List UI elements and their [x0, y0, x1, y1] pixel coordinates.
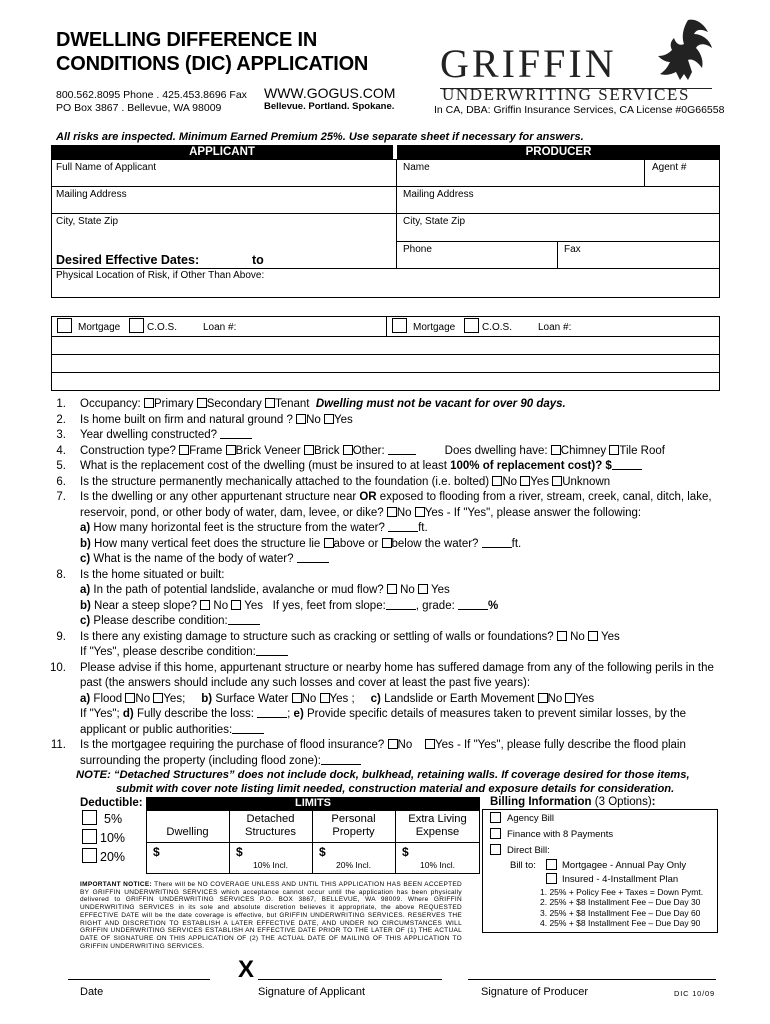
- divider: [386, 316, 387, 336]
- mortgage-label-1: Mortgage: [78, 322, 121, 333]
- q10-flood-yes-checkbox[interactable]: [153, 693, 163, 703]
- mortgage-label-2: Mortgage: [413, 322, 456, 333]
- divider: [51, 354, 720, 355]
- license-text: In CA, DBA: Griffin Insurance Services, CA License #0G66558: [434, 104, 725, 116]
- q5-cost-field[interactable]: [612, 459, 642, 470]
- q8-text-b: b) Near a steep slope? No Yes If yes, feet from slope: , grade: %: [80, 600, 499, 612]
- q7-horizontal-field[interactable]: [388, 521, 418, 532]
- applicant-header: APPLICANT: [51, 145, 393, 159]
- q6-number: 6.: [56, 476, 66, 488]
- agency-bill-checkbox[interactable]: [490, 812, 501, 823]
- website-block: WWW.GOGUS.COM Bellevue. Portland. Spokane.: [264, 85, 396, 112]
- q7-below-checkbox[interactable]: [382, 538, 392, 548]
- q8-grade-field[interactable]: [458, 599, 488, 610]
- divider: [51, 372, 720, 373]
- limits-detached: Detached Structures: [245, 813, 296, 838]
- risk-note: All risks are inspected. Minimum Earned Premium 25%. Use separate sheet if necessary for answers.: [56, 131, 584, 143]
- full-name-label: Full Name of Applicant: [56, 162, 157, 173]
- q4-tile-roof-checkbox[interactable]: [609, 445, 619, 455]
- effective-to-label: to: [252, 253, 264, 267]
- q2-number: 2.: [56, 414, 66, 426]
- note-line-2: submit with cover note listing limit needed, construction material and exposure details for consideration.: [116, 783, 675, 795]
- q10-measures-field[interactable]: [232, 723, 264, 734]
- q10-number: 10.: [50, 662, 66, 674]
- q10-surface-no-checkbox[interactable]: [292, 693, 302, 703]
- q11-number: 11.: [50, 739, 66, 751]
- q11-yes-checkbox[interactable]: [425, 739, 435, 749]
- q8-feet-field[interactable]: [386, 599, 416, 610]
- divider: [51, 268, 720, 269]
- installment-4: 4. 25% + $8 Installment Fee – Due Day 90: [540, 917, 701, 928]
- q8b-yes-checkbox[interactable]: [231, 600, 241, 610]
- form-number: DIC 10/09: [674, 989, 715, 998]
- mortgagee-checkbox[interactable]: [546, 859, 557, 870]
- insured-checkbox[interactable]: [546, 873, 557, 884]
- q9-text: Is there any existing damage to structure such as cracking or settling of walls or foundations? No Yes: [80, 631, 620, 643]
- q4-text: Construction type? Frame Brick Veneer Brick Other: Does dwelling have: Chimney Tile Roof: [80, 445, 665, 457]
- q7-above-checkbox[interactable]: [324, 538, 334, 548]
- personal-dollar[interactable]: $: [319, 845, 326, 859]
- loan-label-2: Loan #:: [538, 322, 572, 333]
- q8-text-a: a) In the path of potential landslide, avalanche or mud flow? No Yes: [80, 584, 450, 596]
- q3-text: Year dwelling constructed?: [80, 428, 252, 444]
- q9-number: 9.: [56, 631, 66, 643]
- q6-yes-checkbox[interactable]: [520, 476, 530, 486]
- cos-label-1: C.O.S.: [147, 322, 178, 333]
- divider: [51, 213, 720, 214]
- installment-2: 2. 25% + $8 Installment Fee – Due Day 30: [540, 897, 701, 908]
- applicant-signature-line[interactable]: [258, 979, 442, 980]
- physical-location-label: Physical Location of Risk, if Other Than Above:: [56, 270, 265, 281]
- deductible-label: Deductible:: [80, 797, 143, 809]
- q9-yes-checkbox[interactable]: [588, 631, 598, 641]
- q5-text: What is the replacement cost of the dwelling (must be insured to at least 100% of replacement cost)? $: [80, 459, 642, 475]
- producer-city-label: City, State Zip: [403, 216, 466, 227]
- q8-text: Is the home situated or built:: [80, 569, 225, 581]
- q7-text-a: a) How many horizontal feet is the structure from the water? ft.: [80, 522, 428, 534]
- q10-landslide-yes-checkbox[interactable]: [565, 693, 575, 703]
- installment-3: 3. 25% + $8 Installment Fee – Due Day 60: [540, 907, 701, 918]
- cos-label-2: C.O.S.: [482, 322, 513, 333]
- q9-no-checkbox[interactable]: [557, 631, 567, 641]
- producer-signature-label: Signature of Producer: [481, 986, 589, 998]
- detached-dollar[interactable]: $: [236, 845, 243, 859]
- q2-yes-checkbox[interactable]: [324, 414, 334, 424]
- installment-plan-list: [540, 887, 703, 928]
- q10-text-1: Please advise if this home, appurtenant structure or nearby home has suffered damage from any of the following perils in the: [80, 662, 714, 674]
- q7-water-name-field[interactable]: [297, 552, 329, 563]
- producer-mailing-label: Mailing Address: [403, 189, 474, 200]
- cos-checkbox-1[interactable]: [129, 318, 144, 333]
- divider: [146, 842, 480, 843]
- mortgage-checkbox-1[interactable]: [57, 318, 72, 333]
- q8-number: 8.: [56, 569, 66, 581]
- billing-title: Billing Information (3 Options):: [490, 796, 656, 808]
- q7-text-c: c) What is the name of the body of water?: [80, 552, 329, 568]
- deductible-10-checkbox[interactable]: [82, 829, 97, 844]
- q6-text: Is the structure permanently mechanically attached to the foundation (i.e. bolted) No Yes Unknown: [80, 476, 611, 488]
- loan-label-1: Loan #:: [203, 322, 237, 333]
- deductible-10-label: 10%: [100, 831, 126, 845]
- divider: [557, 241, 558, 269]
- q4-frame-checkbox[interactable]: [179, 445, 189, 455]
- finance-label: Finance with 8 Payments: [507, 829, 614, 840]
- direct-bill-label: Direct Bill:: [507, 845, 550, 856]
- direct-bill-checkbox[interactable]: [490, 844, 501, 855]
- divider: [51, 186, 720, 187]
- finance-checkbox[interactable]: [490, 828, 501, 839]
- insured-label: Insured - 4-Installment Plan: [562, 874, 679, 885]
- limits-dwelling: Dwelling: [166, 826, 209, 838]
- q8a-yes-checkbox[interactable]: [418, 584, 428, 594]
- q1-secondary-checkbox[interactable]: [197, 398, 207, 408]
- deductible-20-checkbox[interactable]: [82, 848, 97, 863]
- q4-brick-checkbox[interactable]: [304, 445, 314, 455]
- q4-chimney-checkbox[interactable]: [551, 445, 561, 455]
- q7-number: 7.: [56, 491, 66, 503]
- q10-flood-no-checkbox[interactable]: [125, 693, 135, 703]
- q10-surface-yes-checkbox[interactable]: [320, 693, 330, 703]
- note-line-1: NOTE: “Detached Structures” does not include dock, bulkhead, retaining walls. If coverage desired for those items,: [76, 769, 690, 781]
- q10-text-5: applicant or public authorities:: [80, 723, 264, 739]
- producer-fax-label: Fax: [564, 244, 581, 255]
- q4-other-checkbox[interactable]: [343, 445, 353, 455]
- page-title: DWELLING DIFFERENCE IN CONDITIONS (DIC) APPLICATION: [56, 29, 369, 75]
- producer-header: PRODUCER: [397, 145, 720, 159]
- q1-primary-checkbox[interactable]: [144, 398, 154, 408]
- important-notice: IMPORTANT NOTICE: There will be NO COVERAGE UNLESS AND UNTIL THIS APPLICATION HAS BEEN ACCEPTED BY GRIFFIN UNDERWRITING SERVICES which acceptance cannot occur until the application has been physically delivered to GRIFFIN UNDERWRITING SERVICES P.O. BOX 3867, BELLEVUE, WA 98009. Where GRIFFIN UNDERWRITING SERVICES in its sole and absolute discretion believes it appropriate, the above REQUESTED EFFECTIVE DATE will be the date coverage is effective, but GRIFFIN UNDERWRITING SERVICES. RESERVES THE RIGHT AND DISCRETION TO ESTABLISH A LATER EFFECTIVE DATE, AND UNDER NO CIRCUMSTANCES WILL GRIFFIN UNDERWRITING SERVICES ESTABLISH AN EFFECTIVE DATE PRIOR TO THE LATER OF (1) THE ACTUAL DATE OF SIGNATURE ON THIS APPLICATION OF (2) THE ACTUAL DATE OF MAILING OF THIS APPLICATION TO GRIFFIN UNDERWRITING SERVICES.: [80, 881, 462, 950]
- q7-no-checkbox[interactable]: [387, 507, 397, 517]
- q11-text-2: surrounding the property (including flood zone):: [80, 754, 361, 770]
- q6-unknown-checkbox[interactable]: [552, 476, 562, 486]
- q8-condition-field[interactable]: [228, 614, 260, 625]
- city-label: City, State Zip: [56, 216, 119, 227]
- divider: [397, 241, 720, 242]
- agency-bill-label: Agency Bill: [507, 813, 554, 824]
- detached-incl: 10% Incl.: [253, 860, 288, 870]
- limits-personal: Personal Property: [331, 813, 376, 838]
- mailing-label: Mailing Address: [56, 189, 127, 200]
- limits-header: LIMITS: [146, 797, 480, 810]
- date-line[interactable]: [68, 979, 210, 980]
- q8a-no-checkbox[interactable]: [387, 584, 397, 594]
- installment-1: 1. 25% + Policy Fee + Taxes = Down Pymt.: [540, 887, 704, 897]
- q2-text: Is home built on firm and natural ground ? No Yes: [80, 414, 353, 426]
- divider: [51, 336, 720, 337]
- mortgagee-label: Mortgagee - Annual Pay Only: [562, 860, 687, 871]
- q1-number: 1.: [56, 398, 66, 410]
- q10-loss-field[interactable]: [257, 707, 287, 718]
- extra-living-incl: 10% Incl.: [420, 860, 455, 870]
- q11-no-checkbox[interactable]: [388, 739, 398, 749]
- q10-text-4: If "Yes"; d) Fully describe the loss: ; e) Provide specific details of measures taken to prevent similar losses, by the: [80, 708, 687, 720]
- q1-text: Occupancy: Primary Secondary Tenant Dwelling must not be vacant for over 90 days.: [80, 398, 566, 410]
- q7-text-line2: reservoir, pond, or other body of water, dam, levee, or dike? No Yes - If "Yes", please answer the following:: [80, 507, 642, 519]
- logo-subtitle: UNDERWRITING SERVICES: [442, 85, 691, 104]
- cos-checkbox-2[interactable]: [464, 318, 479, 333]
- signature-x: X: [238, 956, 255, 983]
- q9-text-2: If "Yes", please describe condition:: [80, 645, 288, 661]
- q10-text-3: a) Flood No Yes; b) Surface Water No Yes ; c) Landslide or Earth Movement No Yes: [80, 693, 595, 705]
- q8-text-c: c) Please describe condition:: [80, 614, 260, 630]
- q7-text-b: b) How many vertical feet does the structure lie above or below the water? ft.: [80, 538, 522, 550]
- q1-tenant-checkbox[interactable]: [265, 398, 275, 408]
- dwelling-dollar[interactable]: $: [153, 845, 160, 859]
- producer-signature-line[interactable]: [468, 979, 716, 980]
- q11-text-1: Is the mortgagee requiring the purchase of flood insurance? No Yes - If "Yes", please fully describe the flood plain: [80, 739, 686, 751]
- producer-phone-label: Phone: [403, 244, 432, 255]
- limits-extra-living: Extra Living Expense: [408, 813, 467, 838]
- q4-brick-veneer-checkbox[interactable]: [226, 445, 236, 455]
- mortgage-checkbox-2[interactable]: [392, 318, 407, 333]
- q5-number: 5.: [56, 460, 66, 472]
- divider: [644, 159, 645, 187]
- extra-living-dollar[interactable]: $: [402, 845, 409, 859]
- effective-dates-label: Desired Effective Dates:: [56, 253, 200, 267]
- q9-condition-field[interactable]: [256, 645, 288, 656]
- q8b-no-checkbox[interactable]: [200, 600, 210, 610]
- personal-incl: 20% Incl.: [336, 860, 371, 870]
- date-label: Date: [80, 986, 104, 998]
- q2-no-checkbox[interactable]: [296, 414, 306, 424]
- griffin-logo-icon: [648, 16, 716, 84]
- producer-name-label: Name: [403, 162, 430, 173]
- logo-wordmark: GRIFFIN: [440, 41, 617, 86]
- q3-number: 3.: [56, 429, 66, 441]
- q6-no-checkbox[interactable]: [492, 476, 502, 486]
- q7-yes-checkbox[interactable]: [415, 507, 425, 517]
- deductible-5-checkbox[interactable]: [82, 810, 97, 825]
- q11-flood-zone-field[interactable]: [321, 754, 361, 765]
- contact-info: 800.562.8095 Phone . 425.453.8696 Fax PO Box 3867 . Bellevue, WA 98009: [56, 89, 247, 114]
- q10-landslide-no-checkbox[interactable]: [538, 693, 548, 703]
- q4-other-field[interactable]: [388, 444, 416, 455]
- deductible-5-label: 5%: [104, 812, 123, 826]
- q4-number: 4.: [56, 445, 66, 457]
- bill-to-label: Bill to:: [510, 860, 536, 871]
- applicant-signature-label: Signature of Applicant: [258, 986, 366, 998]
- agent-number-label: Agent #: [652, 162, 687, 173]
- q3-year-field[interactable]: [220, 428, 252, 439]
- divider: [396, 159, 397, 269]
- deductible-20-label: 20%: [100, 850, 126, 864]
- q10-text-2: past (the answers should include any such losses and cover at least the past five years):: [80, 677, 531, 689]
- q7-vertical-field[interactable]: [482, 537, 512, 548]
- q7-text-line1: Is the dwelling or any other appurtenant structure near OR exposed to flooding from a river, stream, creek, canal, ditch, lake,: [80, 491, 712, 503]
